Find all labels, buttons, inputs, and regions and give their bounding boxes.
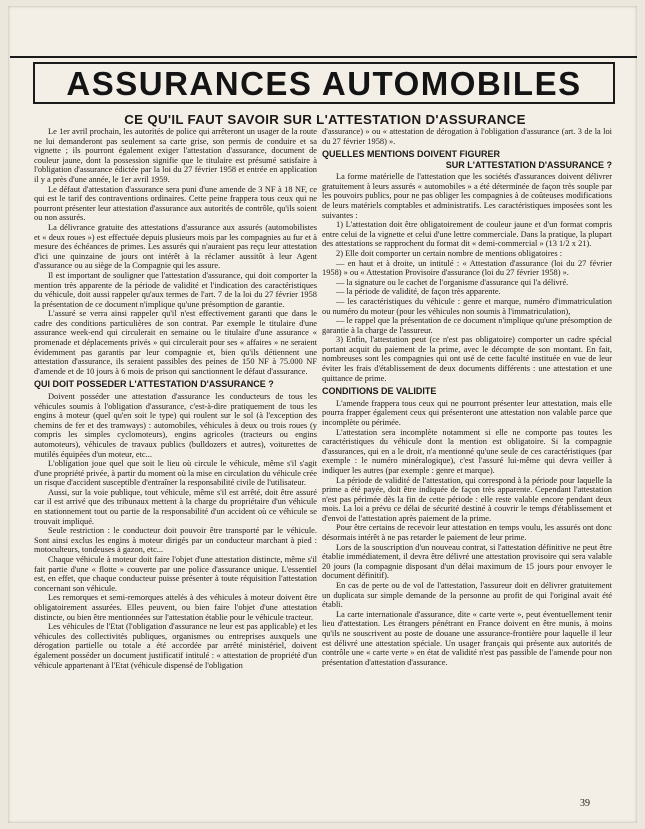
left-column — [34, 127, 317, 797]
right-column — [322, 127, 612, 797]
paragraph: Aussi, sur la voie publique, tout véhicule, même s'il est arrêté, doit être assuré car il est arrivé que des tribunaux mettent à la charge du propriétaire d'un véhicule en stationnement tout ou partie de la responsabilité d'un accident où ce véhicule se trouvait impliqué. — [34, 487, 317, 526]
paragraph: La carte internationale d'assurance, dite « carte verte », peut éventuellement tenir lieu d'attestation. Les étrangers pénétrant en France doivent en être munis, à moins qu'ils ne souscrivent au poste de douane une assurance-frontière pour laquelle il leur est délivré une attestation spéciale. Un usager français qui présente aux autorités de contrôle une « carte verte » en état de validité n'est pas passible de l'amende pour non présentation d'attestation d'assurance. — [322, 609, 612, 667]
paragraph: Il est important de souligner que l'attestation d'assurance, qui doit comporter la mention très apparente de la période de validité et l'indication des caractéristiques du véhicule, doit aussi rappeler qu'aux termes de l'art. 7 de la loi du 27 février 1958 la présentation de ce document n'implique qu'une présomption de garantie. — [34, 270, 317, 309]
paragraph: — les caractéristiques du véhicule : genre et marque, numéro d'immatriculation ou numéro du moteur (pour les véhicules non soumis à l'immatriculation), — [322, 296, 612, 316]
paragraph: La période de validité de l'attestation, qui correspond à la période pour laquelle la prime a été payée, doit être indiquée de façon très apparente. Cependant l'attestation n'est pas périmée dès la fin de cette période : elle reste valable encore pendant deux mois. La loi a prévu ce délai de sécurité destiné à couvrir le temps d'établissement et d'envoi de l'attestation après paiement de la prime. — [322, 475, 612, 523]
section-heading-line-2: SUR L'ATTESTATION D'ASSURANCE ? — [445, 159, 612, 170]
paragraph: Seule restriction : le conducteur doit pouvoir être transporté par le véhicule. Sont ainsi exclus les engins à moteur dirigés par un conducteur marchant à pied : motoculteurs, tondeuses à gazon, etc... — [34, 526, 317, 555]
paragraph: Les remorques et semi-remorques attelés à des véhicules à moteur doivent être obligatoirement assurées. Elles peuvent, ou bien faire l'objet d'une attestation distincte, ou bien être mentionnées sur l'attestation établie pour le véhicule tracteur. — [34, 593, 317, 622]
banner-top-rule — [10, 56, 637, 58]
paragraph: L'assuré se verra ainsi rappeler qu'il n'est effectivement garanti que dans le cadre des conditions particulières de son contrat. Par exemple le titulaire d'une assurance week-end qui circulerait en semaine ou le titulaire d'une assurance « promenade et déplacements privés » qui circulerait pour ses « affaires » ne seraient évidemment pas garantis par leur compagnie et, bien qu'ils détiennent une attestation d'assurance, ils seraient passibles des peines de 150 NF à 75.000 NF d'amende et de 10 jours à 6 mois de prison qui sanctionnent le défaut d'assurance. — [34, 309, 317, 376]
paragraph: L'attestation sera incomplète notamment si elle ne comporte pas toutes les caractéristiques du véhicule dont la mention est obligatoire. Si la compagnie d'assurances, qui en a le droit, n'a mentionné qu'une seule de ces caractéristiques (par exemple : le numéro minéralogique), c'est l'assuré lui-même qui devra veiller à indiquer les autres (par exemple : genre et marque). — [322, 427, 612, 475]
paragraph: 2) Elle doit comporter un certain nombre de mentions obligatoires : — [336, 248, 563, 258]
paragraph: Lors de la souscription d'un nouveau contrat, si l'attestation définitive ne peut être établie immédiatement, il devra être délivré une attestation provisoire qui sera valable 20 jours (la compagnie disposant d'un délai maximum de 15 jours pour envoyer le document définitif). — [322, 542, 612, 581]
paragraph: — le rappel que la présentation de ce document n'implique qu'une présomption de garantie à la charge de l'assureur. — [322, 316, 612, 335]
paragraph: Pour être certains de recevoir leur attestation en temps voulu, les assurés ont donc désormais intérêt à ne pas retarder le paiement de leur prime. — [322, 523, 612, 543]
article-headline: CE QU'IL FAUT SAVOIR SUR L'ATTESTATION D'ASSURANCE — [124, 112, 526, 127]
paragraph: L'amende frappera tous ceux qui ne pourront présenter leur attestation, mais elle pourra frapper également ceux qui présenteront une attestation non valable parce que incomplète ou périmée. — [322, 398, 612, 427]
paragraph: Chaque véhicule à moteur doit faire l'objet d'une attestation distincte, même s'il fait partie d'une « flotte » couverte par une police d'assurance unique. L'essentiel est, en effet, que chaque conducteur puisse présenter à toute réquisition l'attestation concernant son véhicule. — [34, 555, 317, 593]
title-banner — [33, 62, 615, 104]
paragraph: Le défaut d'attestation d'assurance sera puni d'une amende de 3 NF à 18 NF, ce qui est le tarif des contraventions ordinaires. Cette peine frappera tous ceux qui ne pourront présenter leur attestation d'assurance aux autorités de contrôle, qu'ils soient ou non assurés. — [34, 184, 317, 223]
banner-title: ASSURANCES AUTOMOBILES — [66, 64, 582, 102]
paragraph: En cas de perte ou de vol de l'attestation, l'assureur doit en délivrer gratuitement un duplicata sur simple demande de la personne au profit de qui l'original avait été établi. — [322, 581, 612, 610]
section-heading: QUELLES MENTIONS DOIVENT FIGURER — [322, 149, 501, 160]
paragraph: Les véhicules de l'Etat (l'obligation d'assurance ne leur est pas applicable) et les véhicules des collectivités publiques, organismes ou entreprises auxquels une dérogation partielle ou totale a été accordée par arrêté ministériel, doivent également posséder un document justificatif intitulé : « attestation de propriété d'un véhicule appartenant à l'Etat (véhicule dispensé de l'obligation — [34, 622, 317, 670]
paragraph: — la signature ou le cachet de l'organisme d'assurance qui l'a délivré. — [336, 277, 569, 287]
paragraph: — la période de validité, de façon très apparente. — [336, 287, 501, 297]
paragraph: Doivent posséder une attestation d'assurance les conducteurs de tous les véhicules soumis à l'obligation d'assurance, c'est-à-dire pratiquement de tous les engins à moteur (quel qu'en soit le type) qui roulent sur le sol (à l'exception des chemins de fer et des tramways) : automobiles, véhicules à deux ou trois roues (y compris les simples cyclomoteurs), engins agricoles (tracteurs ou engins automoteurs), véhicules de travaux publics (bulldozers et autres), voiturettes de mutilés équipées d'un moteur, etc... — [34, 391, 317, 459]
paragraph: Le 1er avril prochain, les autorités de police qui arrêteront un usager de la route ne lui demanderont pas seulement sa carte grise, son permis de conduire et sa vignette ; ils pourront également exiger l'attestation d'assurance, document de couleur jaune, dont la possession signifie que le titulaire est présumé satisfaire à l'obligation d'assurance édictée par la loi du 27 février 1958 et entrée en application il y a près d'une année, le 1er avril 1959. — [34, 127, 317, 184]
paragraph: La forme matérielle de l'attestation que les sociétés d'assurances doivent délivrer gratuitement à leurs assurés « automobiles » a été déterminée de façon très souple par les pouvoirs publics, pour ne pas obliger les compagnies à de coûteuses modifications de leurs matériels comptables et administratifs. Les caractéristiques imposées sont les suivantes : — [322, 172, 612, 220]
section-heading: QUI DOIT POSSEDER L'ATTESTATION D'ASSURANCE ? — [34, 379, 274, 390]
paragraph: 1) L'attestation doit être obligatoirement de couleur jaune et d'un format compris entre celui de la vignette et celui d'une lettre commerciale. Dans la pratique, la plupart des attestations se rapprochent du format dit « demi-commercial » (13 1/2 x 21). — [322, 220, 612, 249]
paragraph: — en haut et à droite, un intitulé : « Attestation d'assurance (loi du 27 février 1958) » ou « Attestation Provisoire d'assurance (loi du 27 février 1958) ». — [322, 258, 612, 278]
paragraph: La délivrance gratuite des attestations d'assurance aux assurés (automobilistes et « deux roues ») est effectuée depuis plusieurs mois par les compagnies au fur et à mesure des échéances de primes. Les assurés qui n'auraient pas reçu leur attestation d'ici une quinzaine de jours ont intérêt à la réclamer aussitôt à leur Agent d'assurance ou au siège de la Compagnie qui les assure. — [34, 222, 317, 271]
paragraph-continuation: d'assurance) » ou « attestation de dérogation à l'obligation d'assurance (art. 3 de la loi du 27 février 1958) ». — [322, 127, 612, 146]
paragraph: L'obligation joue quel que soit le lieu où circule le véhicule, même s'il s'agit d'une propriété privée, à partir du moment où la mise en circulation du véhicule crée un risque d'accident susceptible d'entraîner la responsabilité civile de l'utilisateur. — [34, 459, 317, 488]
page-number: 39 — [580, 798, 590, 809]
paragraph: 3) Enfin, l'attestation peut (ce n'est pas obligatoire) comporter un cadre spécial portant acquit du paiement de la prime, avec le décompte de son montant. En fait, nombreuses sont les compagnies qui ont usé de cette faculté instituée en vue de leur éviter les frais d'établissement de deux documents différents : une attestation et une quittance de prime. — [322, 335, 612, 383]
section-heading: CONDITIONS DE VALIDITE — [322, 386, 437, 397]
